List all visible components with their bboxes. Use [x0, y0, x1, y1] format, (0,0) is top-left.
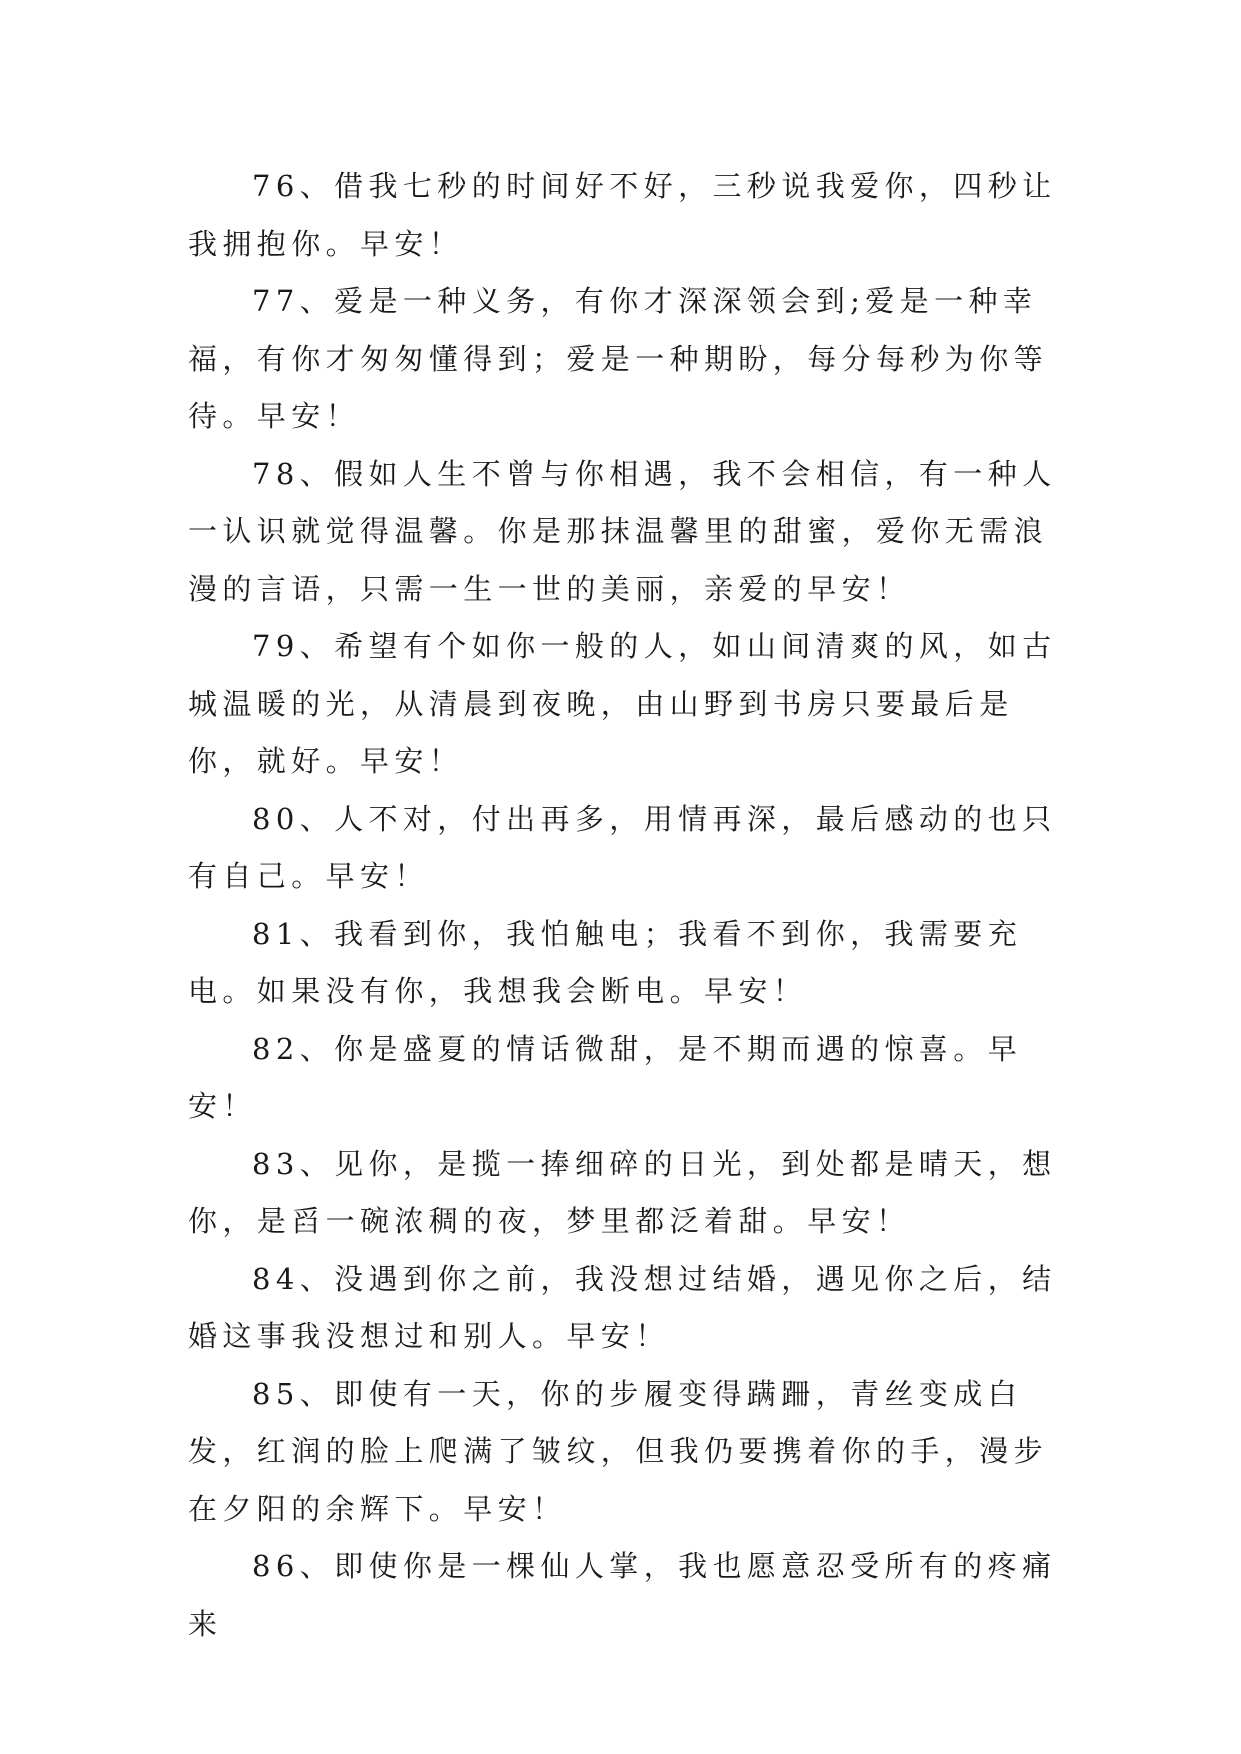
- paragraph-84: 84、没遇到你之前，我没想过结婚，遇见你之后，结婚这事我没想过和别人。早安！: [188, 1261, 1057, 1353]
- paragraph-76: 76、借我七秒的时间好不好，三秒说我爱你，四秒让我拥抱你。早安！: [188, 169, 1057, 261]
- paragraph-83: 83、见你，是揽一捧细碎的日光，到处都是晴天，想你，是舀一碗浓稠的夜，梦里都泛着甜。早安！: [188, 1146, 1057, 1238]
- paragraph-81: 81、我看到你，我怕触电；我看不到你，我需要充电。如果没有你，我想我会断电。早安！: [188, 916, 1023, 1008]
- paragraph-77: 77、爱是一种义务，有你才深深领会到;爱是一种幸福，有你才匆匆懂得到；爱是一种期盼，每分每秒为你等待。早安！: [188, 284, 1049, 433]
- paragraph-78: 78、假如人生不曾与你相遇，我不会相信，有一种人一认识就觉得温馨。你是那抹温馨里的甜蜜，爱你无需浪漫的言语，只需一生一世的美丽，亲爱的早安！: [188, 456, 1057, 606]
- paragraph-85: 85、即使有一天，你的步履变得蹒跚，青丝变成白发，红润的脸上爬满了皱纹，但我仍要携着你的手，漫步在夕阳的余辉下。早安！: [188, 1376, 1049, 1526]
- paragraph-86: 86、即使你是一棵仙人掌，我也愿意忍受所有的疼痛来: [188, 1549, 1057, 1641]
- paragraph-79: 79、希望有个如你一般的人，如山间清爽的风，如古城温暖的光，从清晨到夜晚，由山野到书房只要最后是你，就好。早安！: [188, 629, 1057, 778]
- paragraph-80: 80、人不对，付出再多，用情再深，最后感动的也只有自己。早安！: [188, 801, 1057, 893]
- document-body: [188, 158, 1068, 1653]
- paragraph-82: 82、你是盛夏的情话微甜，是不期而遇的惊喜。早安！: [188, 1031, 1023, 1123]
